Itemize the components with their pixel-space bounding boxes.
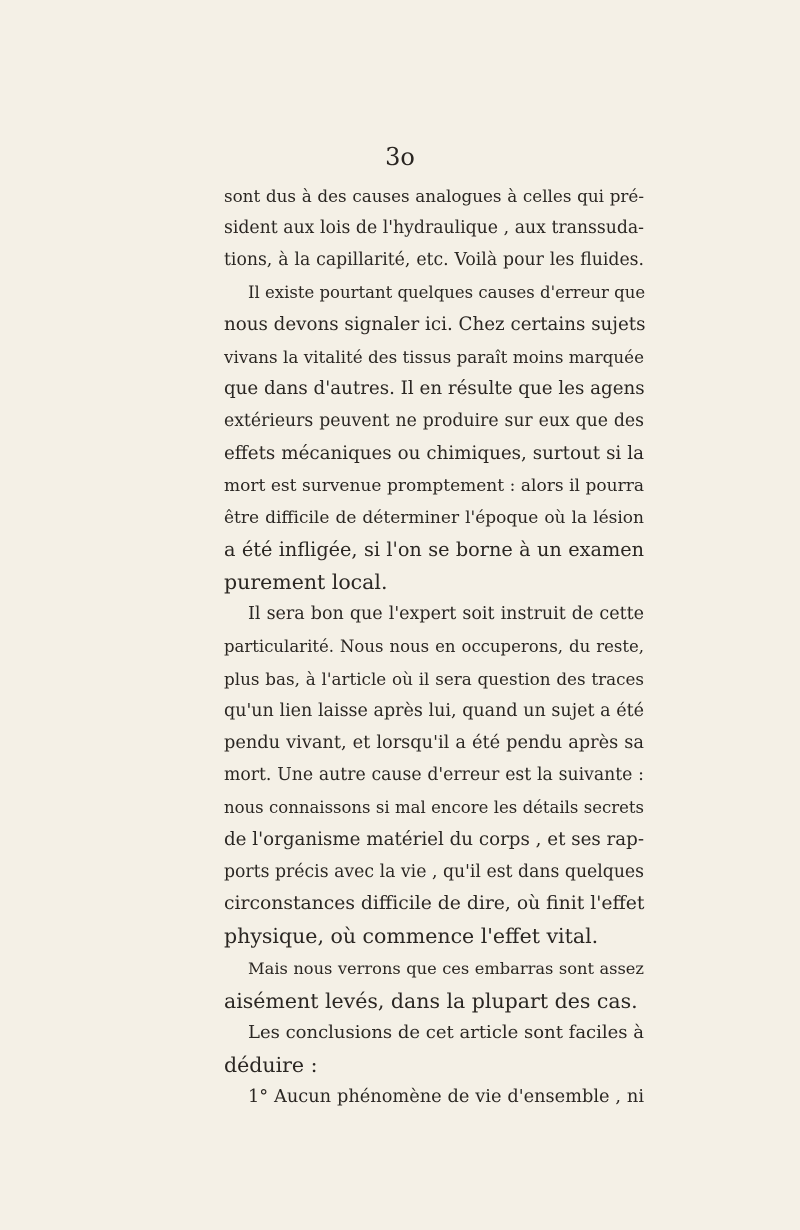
text-line: tions, à la capillarité, etc. Voilà pour les fluides. [224, 250, 644, 271]
text-line: circonstances difficile de dire, où finit l'effet [224, 893, 645, 915]
text-line: vivans la vitalité des tissus paraît moins marquée [224, 346, 644, 367]
text-line: aisément levés, dans la plupart des cas. [224, 988, 638, 1013]
text-line: Il existe pourtant quelques causes d'erreur que [248, 282, 646, 302]
text-line: que dans d'autres. Il en résulte que les agens [224, 378, 645, 400]
text-line: ports précis avec la vie , qu'il est dans quelques [224, 861, 644, 882]
text-line: mort. Une autre cause d'erreur est la suivante : [224, 765, 644, 786]
text-line: pendu vivant, et lorsqu'il a été pendu après sa [224, 733, 644, 754]
text-line: mort est survenue promptement : alors il pourra [224, 475, 644, 496]
text-line: physique, où commence l'effet vital. [224, 924, 599, 949]
text-line: nous connaissons si mal encore les détails secrets [224, 797, 644, 817]
text-line: sont dus à des causes analogues à celles qui pré- [224, 186, 644, 206]
text-line: plus bas, à l'article où il sera question des traces [224, 668, 644, 689]
text-line: nous devons signaler ici. Chez certains sujets [224, 313, 646, 335]
text-line: qu'un lien laisse après lui, quand un sujet a été [224, 701, 644, 721]
text-line: 1° Aucun phénomène de vie d'ensemble , ni [248, 1087, 644, 1108]
text-line: être difficile de déterminer l'époque où la lésion [224, 507, 644, 528]
page-number: 3o [385, 143, 415, 171]
text-line: a été infligée, si l'on se borne à un examen [224, 538, 644, 562]
text-line: de l'organisme matériel du corps , et ses rap- [224, 828, 644, 850]
text-line: Il sera bon que l'expert soit instruit de cette [248, 604, 644, 625]
text-line: sident aux lois de l'hydraulique , aux transsuda- [224, 218, 644, 239]
text-line: déduire : [224, 1053, 318, 1078]
body-text [224, 180, 644, 1113]
text-line: Mais nous verrons que ces embarras sont assez [248, 958, 644, 978]
text-line: purement local. [224, 570, 388, 595]
text-line: effets mécaniques ou chimiques, surtout si la [224, 442, 644, 464]
text-line: Les conclusions de cet article sont faciles à [248, 1021, 644, 1043]
text-line: extérieurs peuvent ne produire sur eux que des [224, 411, 644, 432]
text-line: particularité. Nous nous en occuperons, du reste, [224, 636, 644, 656]
